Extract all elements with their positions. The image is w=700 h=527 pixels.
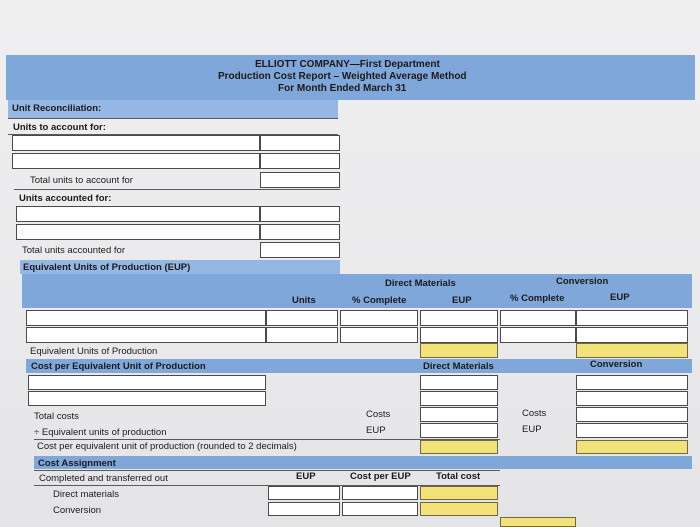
divide-eup-label: ÷ Equivalent units of production [34,427,167,438]
cost-per-eup-heading: Cost per Equivalent Unit of Production [31,361,206,372]
assign-conv-eup[interactable] [268,502,340,516]
eup-col-dm-eup: EUP [452,295,472,306]
cost-assignment-heading: Cost Assignment [38,458,116,469]
units-accounted-desc-1[interactable] [16,206,260,222]
eup-row2-desc[interactable] [26,327,266,343]
eup-row1-desc[interactable] [26,310,266,326]
assign-conv-total[interactable] [420,502,498,516]
divide-eup-conv[interactable] [576,423,688,438]
report-period: For Month Ended March 31 [278,83,407,94]
eup-row1-conv-pct[interactable] [500,310,576,326]
divider [14,189,340,190]
units-accounted-label: Units accounted for: [19,193,112,204]
eup-heading: Equivalent Units of Production (EUP) [23,262,191,273]
units-to-account-qty-1[interactable] [260,135,340,151]
total-costs-dm[interactable] [420,407,498,422]
eup-row2-dm-pct[interactable] [340,327,418,343]
total-units-to-account-value[interactable] [260,172,340,188]
report-subtitle: Production Cost Report – Weighted Average Method [218,71,467,82]
total-units-accounted-label: Total units accounted for [22,245,125,256]
cost-assignment-header [34,456,692,469]
eup-total-label: Equivalent Units of Production [30,346,158,357]
divide-eup-dm[interactable] [420,423,498,438]
eup-row2-conv-eup[interactable] [576,327,688,343]
assign-dm-total[interactable] [420,486,498,500]
divide-eup-dm-tag: EUP [366,425,386,436]
eup-col-units: Units [292,295,316,306]
eup-row2-units[interactable] [266,327,338,343]
total-costs-conv-tag: Costs [522,408,547,419]
cost-row2-conv[interactable] [576,391,688,406]
assign-dm-label: Direct materials [53,489,119,500]
eup-col-conv-eup: EUP [610,292,630,303]
unit-reconciliation-heading: Unit Reconciliation: [12,103,102,114]
divider [8,118,338,119]
eup-col-conv-pct: % Complete [510,293,565,304]
units-to-account-desc-1[interactable] [12,135,260,151]
assign-dm-cost-per-eup[interactable] [342,486,418,500]
eup-col-dm-pct: % Complete [352,295,407,306]
cost-assignment-col-total-cost: Total cost [436,471,481,482]
eup-row1-conv-eup[interactable] [576,310,688,326]
assign-total-partial[interactable] [500,517,576,527]
cost-per-eup-dm[interactable] [420,440,498,454]
assign-dm-eup[interactable] [268,486,340,500]
total-costs-label: Total costs [34,411,79,422]
eup-row2-conv-pct[interactable] [500,327,576,343]
cost-per-eup-col-conv: Conversion [590,359,643,370]
units-accounted-qty-1[interactable] [260,206,340,222]
assign-conv-label: Conversion [53,505,102,516]
total-costs-conv[interactable] [576,407,688,422]
units-to-account-qty-2[interactable] [260,153,340,169]
total-costs-dm-tag: Costs [366,409,391,420]
divide-eup-conv-tag: EUP [522,424,542,435]
cost-per-eup-label: Cost per equivalent unit of production (rounded to 2 decimals) [37,441,297,452]
cost-per-eup-conv[interactable] [576,440,688,454]
completed-transferred-label: Completed and transferred out [39,473,168,484]
cost-assignment-col-cost-per-eup: Cost per EUP [350,471,411,482]
eup-row2-dm-eup[interactable] [420,327,498,343]
eup-total-dm[interactable] [420,343,498,358]
assign-conv-cost-per-eup[interactable] [342,502,418,516]
cost-row2-desc[interactable] [28,391,266,406]
cost-row1-desc[interactable] [28,375,266,390]
total-units-accounted-value[interactable] [260,242,340,258]
units-accounted-qty-2[interactable] [260,224,340,240]
cost-row1-conv[interactable] [576,375,688,390]
eup-row1-dm-eup[interactable] [420,310,498,326]
units-to-account-desc-2[interactable] [12,153,260,169]
cost-row2-dm[interactable] [420,391,498,406]
eup-total-conv[interactable] [576,343,688,358]
cost-assignment-col-eup: EUP [296,471,316,482]
cost-row1-dm[interactable] [420,375,498,390]
divider [34,470,500,471]
eup-col-conversion: Conversion [556,276,609,287]
eup-row1-units[interactable] [266,310,338,326]
eup-row1-dm-pct[interactable] [340,310,418,326]
eup-col-dm: Direct Materials [385,278,456,289]
cost-per-eup-col-dm: Direct Materials [423,361,494,372]
units-accounted-desc-2[interactable] [16,224,260,240]
units-to-account-label: Units to account for: [13,122,106,133]
total-units-to-account-label: Total units to account for [30,175,133,186]
report-title: ELLIOTT COMPANY—First Department [255,59,440,70]
